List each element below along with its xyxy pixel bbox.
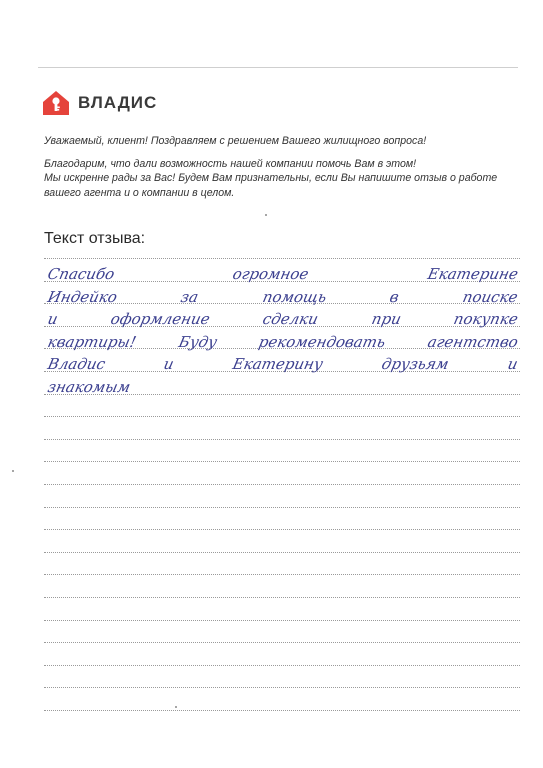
handwritten-word: Екатерине: [426, 265, 520, 283]
request-text-line-1: Мы искренне рады за Вас! Будем Вам признательны, если Вы напишите отзыв о работе: [44, 172, 498, 184]
ruled-line: [44, 552, 520, 553]
handwritten-word: Екатерину: [231, 355, 326, 374]
handwritten-word: квартиры!: [46, 332, 138, 351]
ruled-line: [44, 507, 520, 508]
handwritten-word: Буду: [176, 332, 219, 351]
handwritten-word: огромное: [231, 265, 311, 283]
brand-logo: [42, 90, 157, 116]
request-text-line-2: вашего агента и о компании в целом.: [44, 187, 235, 199]
ruled-line: [44, 620, 520, 621]
handwritten-word: агентство: [426, 332, 520, 351]
handwritten-line: [48, 282, 518, 306]
ruled-line: [44, 687, 520, 688]
handwritten-word: Индейко: [46, 287, 119, 306]
handwritten-word: сделки: [261, 310, 321, 329]
handwritten-word: друзьям: [380, 355, 451, 374]
ruled-line: [44, 574, 520, 575]
brand-name: ВЛАДИС: [78, 93, 158, 112]
handwritten-line: [48, 259, 518, 283]
handwritten-line: [48, 349, 518, 373]
thanks-text: Благодарим, что дали возможность нашей компании помочь Вам в этом!: [44, 158, 417, 170]
handwritten-word: рекомендовать: [257, 332, 388, 351]
house-key-icon: [42, 90, 70, 116]
ruled-line: [44, 710, 520, 711]
ruled-line: [44, 642, 520, 643]
paper-speck: [265, 214, 267, 216]
handwritten-line: [48, 372, 518, 396]
paper-speck: [12, 470, 14, 472]
handwritten-word: Владис: [46, 355, 108, 374]
ruled-line: [44, 665, 520, 666]
ruled-line: [44, 484, 520, 485]
greeting-text: Уважаемый, клиент! Поздравляем с решением Вашего жилищного вопроса!: [44, 135, 427, 147]
handwritten-word: при: [369, 310, 403, 329]
handwritten-line: [48, 327, 518, 351]
handwritten-word: помощь: [260, 287, 328, 306]
ruled-line: [44, 529, 520, 530]
handwritten-word: и: [506, 355, 520, 374]
handwritten-word: и: [46, 310, 60, 329]
ruled-line: [44, 439, 520, 440]
ruled-line: [44, 416, 520, 417]
handwritten-word: знакомым: [46, 378, 133, 396]
handwritten-word: оформление: [109, 310, 212, 329]
handwritten-word: поиске: [461, 287, 520, 306]
handwritten-word: покупке: [452, 310, 520, 329]
paper-speck: [175, 706, 177, 708]
ruled-line: [44, 597, 520, 598]
ruled-line: [44, 461, 520, 462]
top-divider: [38, 67, 518, 68]
review-heading: Текст отзыва:: [44, 230, 146, 247]
handwritten-word: Спасибо: [46, 265, 117, 283]
handwritten-word: за: [179, 287, 201, 306]
handwritten-word: в: [388, 287, 402, 306]
handwritten-line: [48, 304, 518, 328]
handwritten-word: и: [162, 355, 176, 374]
